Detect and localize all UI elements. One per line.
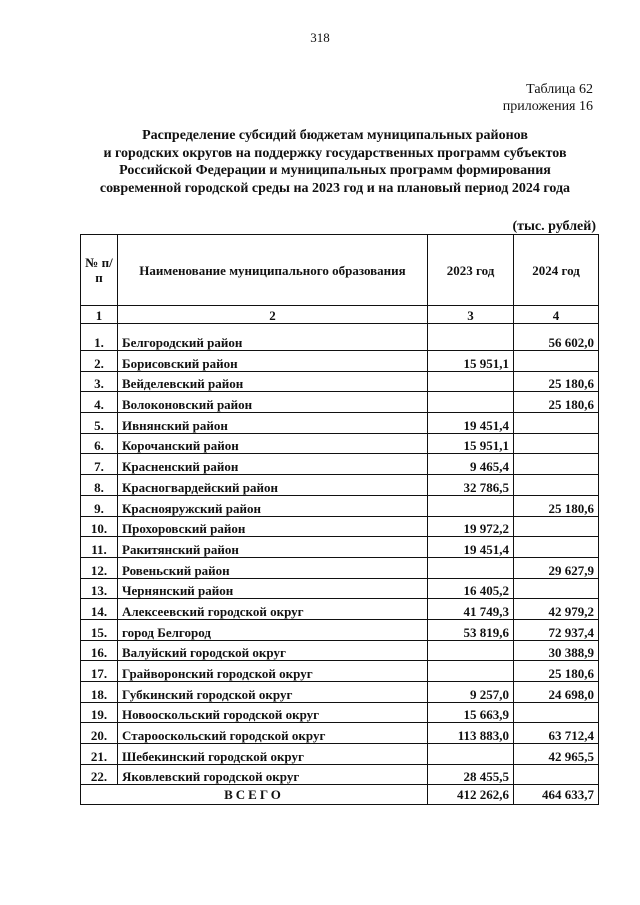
title-line: и городских округов на поддержку государственных программ субъектов: [103, 145, 567, 161]
amount-2024: [514, 413, 599, 434]
municipality-name: Красногвардейский район: [118, 475, 428, 496]
total-2024: 464 633,7: [514, 785, 599, 805]
column-number: 3: [428, 306, 514, 324]
amount-2023: [428, 640, 514, 661]
amount-2023: [428, 371, 514, 392]
column-number: 1: [81, 306, 118, 324]
table-body: [81, 306, 599, 805]
row-number: 18.: [81, 682, 118, 703]
amount-2024: [514, 516, 599, 537]
municipality-name: Чернянский район: [118, 578, 428, 599]
column-number: 2: [118, 306, 428, 324]
amount-2024: 25 180,6: [514, 392, 599, 413]
amount-2023: [428, 324, 514, 351]
table-row: [81, 371, 599, 392]
municipality-name: Грайворонский городской округ: [118, 661, 428, 682]
table-row: [81, 516, 599, 537]
municipality-name: Ракитянский район: [118, 537, 428, 558]
municipality-name: Ровеньский район: [118, 557, 428, 578]
row-number: 17.: [81, 661, 118, 682]
amount-2023: 9 465,4: [428, 454, 514, 475]
municipality-name: город Белгород: [118, 619, 428, 640]
amount-2024: 25 180,6: [514, 371, 599, 392]
table-row: [81, 413, 599, 434]
table-row: [81, 351, 599, 372]
table-row: [81, 764, 599, 785]
amount-2023: 19 451,4: [428, 537, 514, 558]
amount-2024: [514, 702, 599, 723]
total-label: ВСЕГО: [81, 785, 428, 805]
header-num: № п/п: [81, 235, 118, 306]
row-number: 20.: [81, 723, 118, 744]
amount-2023: 53 819,6: [428, 619, 514, 640]
amount-2024: 42 965,5: [514, 744, 599, 765]
table-row: [81, 578, 599, 599]
table-row: [81, 557, 599, 578]
amount-2024: 29 627,9: [514, 557, 599, 578]
amount-2023: 28 455,5: [428, 764, 514, 785]
amount-2023: [428, 661, 514, 682]
amount-2023: [428, 744, 514, 765]
municipality-name: Шебекинский городской округ: [118, 744, 428, 765]
municipality-name: Красненский район: [118, 454, 428, 475]
table-row: [81, 640, 599, 661]
table-row: [81, 495, 599, 516]
page-number: 318: [310, 30, 330, 45]
municipality-name: Вейделевский район: [118, 371, 428, 392]
amount-2023: [428, 557, 514, 578]
row-number: 12.: [81, 557, 118, 578]
row-number: 3.: [81, 371, 118, 392]
municipality-name: Старооскольский городской округ: [118, 723, 428, 744]
amount-2024: 63 712,4: [514, 723, 599, 744]
municipality-name: Прохоровский район: [118, 516, 428, 537]
row-number: 5.: [81, 413, 118, 434]
row-number: 11.: [81, 537, 118, 558]
title-line: Распределение субсидий бюджетам муниципальных районов: [142, 128, 528, 143]
header-name: Наименование муниципального образования: [118, 235, 428, 306]
table-label: Таблица 62: [526, 82, 593, 97]
municipality-name: Волоконовский район: [118, 392, 428, 413]
row-number: 2.: [81, 351, 118, 372]
table-row: [81, 682, 599, 703]
amount-2024: [514, 764, 599, 785]
amount-2023: 16 405,2: [428, 578, 514, 599]
header-year-2024: 2024 год: [514, 235, 599, 306]
amount-2024: 25 180,6: [514, 661, 599, 682]
table-row: [81, 537, 599, 558]
unit-note: (тыс. рублей): [512, 219, 596, 234]
header-row: [81, 235, 599, 306]
amount-2023: [428, 495, 514, 516]
amount-2023: 19 972,2: [428, 516, 514, 537]
total-row: [81, 785, 599, 805]
table-row: [81, 723, 599, 744]
subsidy-table: [80, 234, 599, 805]
table-reference: [503, 81, 593, 115]
table-row: [81, 619, 599, 640]
row-number: 15.: [81, 619, 118, 640]
amount-2023: 19 451,4: [428, 413, 514, 434]
amount-2024: 30 388,9: [514, 640, 599, 661]
amount-2023: 15 951,1: [428, 433, 514, 454]
column-number-row: [81, 306, 599, 324]
amount-2023: 41 749,3: [428, 599, 514, 620]
row-number: 4.: [81, 392, 118, 413]
title-line: современной городской среды на 2023 год и на плановый период 2024 года: [99, 180, 571, 196]
amount-2024: 72 937,4: [514, 619, 599, 640]
amount-2024: 56 602,0: [514, 324, 599, 351]
amount-2024: 25 180,6: [514, 495, 599, 516]
amount-2024: [514, 537, 599, 558]
amount-2024: [514, 433, 599, 454]
title-line: Российской Федерации и муниципальных программ формирования: [119, 163, 551, 178]
table-row: [81, 744, 599, 765]
municipality-name: Губкинский городской округ: [118, 682, 428, 703]
table-row: [81, 475, 599, 496]
header-year-2023: 2023 год: [428, 235, 514, 306]
row-number: 6.: [81, 433, 118, 454]
column-number: 4: [514, 306, 599, 324]
row-number: 9.: [81, 495, 118, 516]
row-number: 8.: [81, 475, 118, 496]
table-row: [81, 702, 599, 723]
table-row: [81, 454, 599, 475]
amount-2024: 42 979,2: [514, 599, 599, 620]
municipality-name: Корочанский район: [118, 433, 428, 454]
amount-2024: [514, 578, 599, 599]
table-row: [81, 433, 599, 454]
amount-2023: 9 257,0: [428, 682, 514, 703]
row-number: 21.: [81, 744, 118, 765]
row-number: 10.: [81, 516, 118, 537]
amount-2023: 32 786,5: [428, 475, 514, 496]
amount-2024: [514, 454, 599, 475]
row-number: 22.: [81, 764, 118, 785]
row-number: 7.: [81, 454, 118, 475]
table-row: [81, 324, 599, 351]
amount-2024: [514, 475, 599, 496]
municipality-name: Новооскольский городской округ: [118, 702, 428, 723]
municipality-name: Борисовский район: [118, 351, 428, 372]
row-number: 1.: [81, 324, 118, 351]
municipality-name: Яковлевский городской округ: [118, 764, 428, 785]
municipality-name: Белгородский район: [118, 324, 428, 351]
amount-2024: [514, 351, 599, 372]
amount-2023: 15 951,1: [428, 351, 514, 372]
amount-2023: 15 663,9: [428, 702, 514, 723]
municipality-name: Валуйский городской округ: [118, 640, 428, 661]
appendix-label: приложения 16: [502, 99, 593, 114]
municipality-name: Алексеевский городской округ: [118, 599, 428, 620]
amount-2024: 24 698,0: [514, 682, 599, 703]
row-number: 13.: [81, 578, 118, 599]
table-row: [81, 661, 599, 682]
row-number: 14.: [81, 599, 118, 620]
total-2023: 412 262,6: [428, 785, 514, 805]
municipality-name: Ивнянский район: [118, 413, 428, 434]
row-number: 19.: [81, 702, 118, 723]
table-row: [81, 392, 599, 413]
amount-2023: [428, 392, 514, 413]
document-title: [60, 127, 610, 197]
row-number: 16.: [81, 640, 118, 661]
municipality-name: Краснояружский район: [118, 495, 428, 516]
table-row: [81, 599, 599, 620]
amount-2023: 113 883,0: [428, 723, 514, 744]
